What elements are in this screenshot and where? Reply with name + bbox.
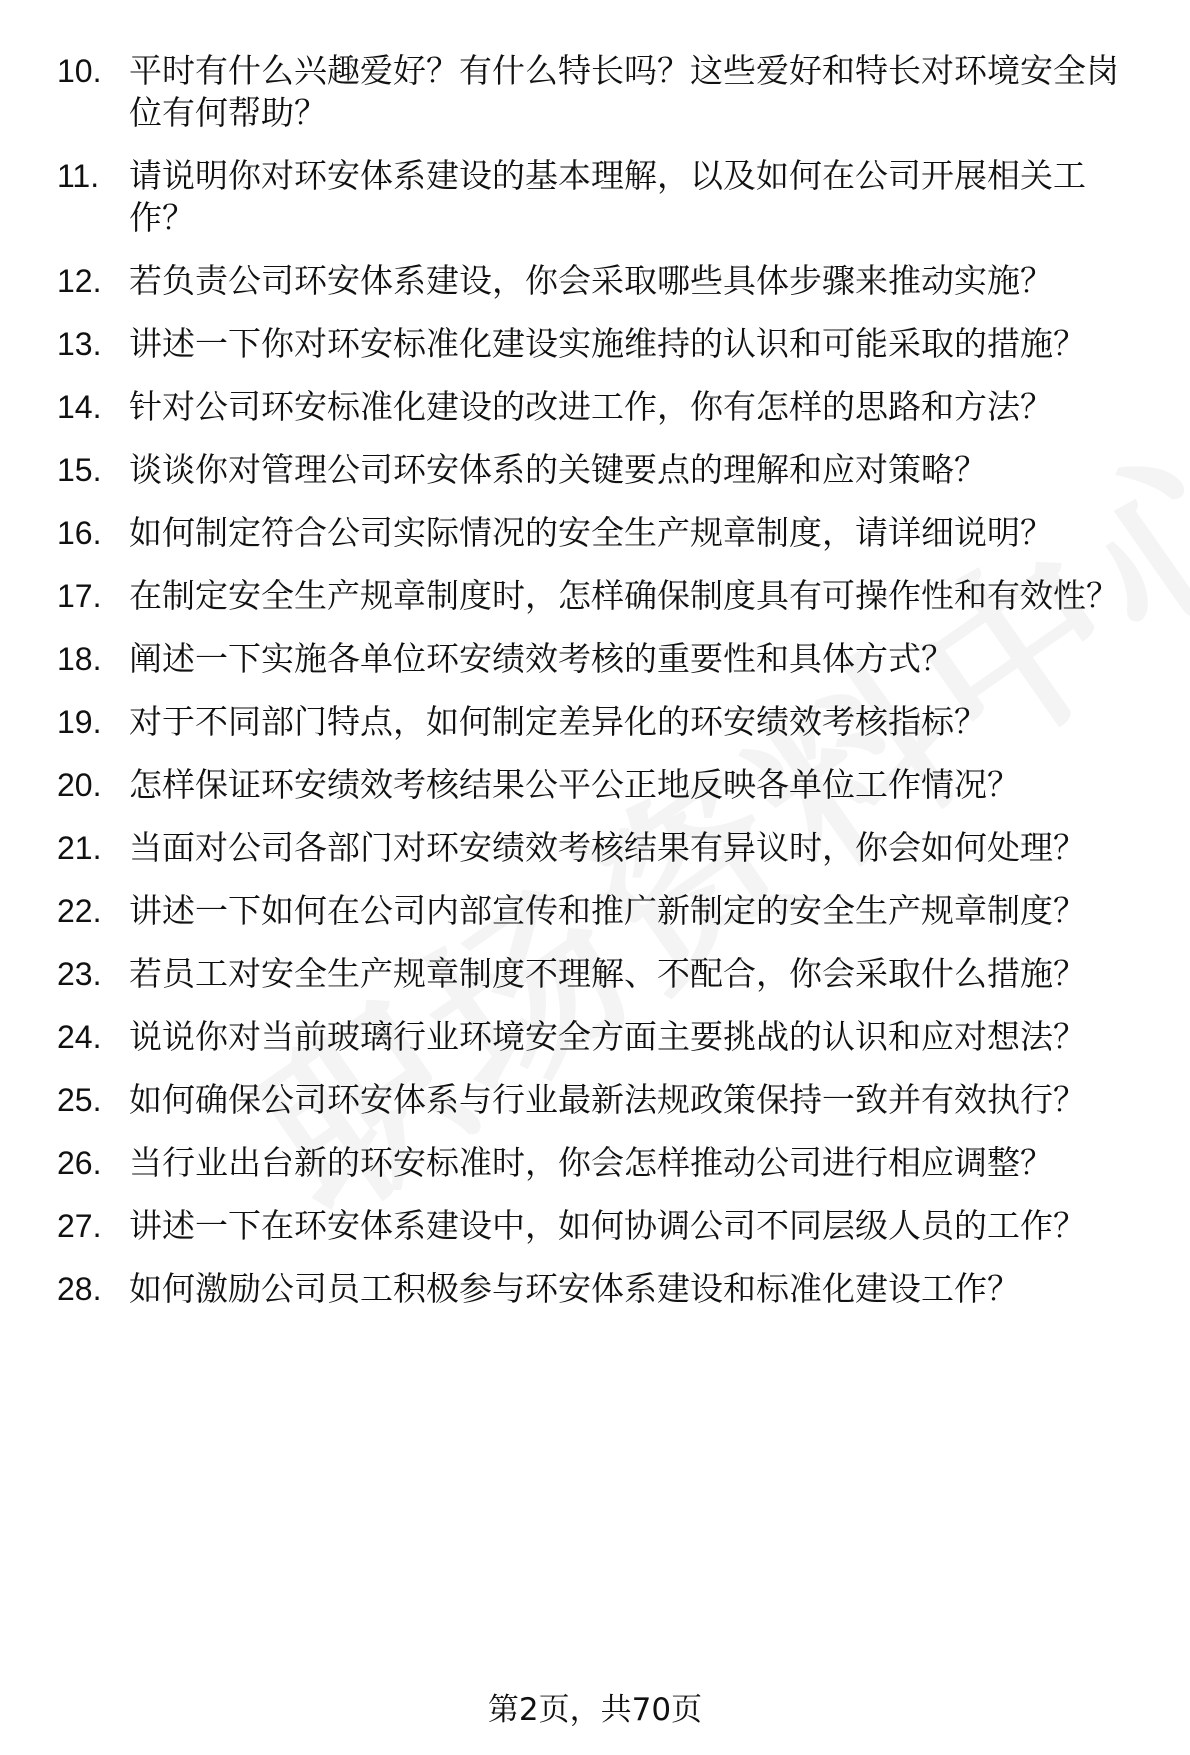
question-number: 17. [57,578,102,614]
question-item [0,323,1190,365]
question-number: 19. [57,704,102,740]
question-text: 若员工对安全生产规章制度不理解、不配合，你会采取什么措施？ [129,954,1086,993]
question-text: 说说你对当前玻璃行业环境安全方面主要挑战的认识和应对想法？ [129,1017,1086,1056]
question-number: 28. [57,1271,102,1307]
question-number: 22. [57,893,102,929]
question-item [0,1268,1190,1310]
question-number: 25. [57,1082,102,1118]
question-item [0,386,1190,428]
question-text: 针对公司环安标准化建设的改进工作，你有怎样的思路和方法？ [129,387,1053,426]
question-text: 如何激励公司员工积极参与环安体系建设和标准化建设工作？ [129,1269,1020,1308]
question-text: 平时有什么兴趣爱好？有什么特长吗？这些爱好和特长对环境安全岗位有何帮助？ [129,51,1119,132]
question-item [0,1205,1190,1247]
question-text: 谈谈你对管理公司环安体系的关键要点的理解和应对策略？ [129,450,987,489]
question-number: 23. [57,956,102,992]
question-item [0,1142,1190,1184]
question-number: 12. [57,263,102,299]
question-number: 10. [57,53,102,89]
question-number: 21. [57,830,102,866]
question-number: 27. [57,1208,102,1244]
question-number: 16. [57,515,102,551]
question-item [0,449,1190,491]
question-text: 怎样保证环安绩效考核结果公平公正地反映各单位工作情况？ [129,765,1020,804]
question-number: 11. [57,158,100,194]
question-item [0,260,1190,302]
question-number: 15. [57,452,102,488]
question-item [0,953,1190,995]
question-number: 26. [57,1145,102,1181]
question-item [0,512,1190,554]
question-item [0,638,1190,680]
question-number: 24. [57,1019,102,1055]
question-item [0,1016,1190,1058]
question-item [0,701,1190,743]
question-text: 讲述一下如何在公司内部宣传和推广新制定的安全生产规章制度？ [129,891,1086,930]
question-number: 14. [57,389,102,425]
page-footer [0,1690,1190,1730]
question-item [0,827,1190,869]
question-number: 18. [57,641,102,677]
question-item [0,575,1190,617]
question-text: 讲述一下在环安体系建设中，如何协调公司不同层级人员的工作？ [129,1206,1086,1245]
question-list [0,50,1190,1331]
question-text: 如何确保公司环安体系与行业最新法规政策保持一致并有效执行？ [129,1080,1086,1119]
question-text: 若负责公司环安体系建设，你会采取哪些具体步骤来推动实施？ [129,261,1053,300]
question-item [0,155,1190,239]
question-text: 阐述一下实施各单位环安绩效考核的重要性和具体方式？ [129,639,954,678]
question-item [0,890,1190,932]
question-number: 13. [57,326,102,362]
question-item [0,1079,1190,1121]
question-text: 请说明你对环安体系建设的基本理解，以及如何在公司开展相关工作？ [129,156,1086,237]
question-number: 20. [57,767,102,803]
question-item [0,764,1190,806]
question-item [0,50,1190,134]
question-text: 对于不同部门特点，如何制定差异化的环安绩效考核指标？ [129,702,987,741]
question-text: 当面对公司各部门对环安绩效考核结果有异议时，你会如何处理？ [129,828,1086,867]
question-text: 当行业出台新的环安标准时，你会怎样推动公司进行相应调整？ [129,1143,1053,1182]
question-text: 在制定安全生产规章制度时，怎样确保制度具有可操作性和有效性？ [129,576,1119,615]
page-number-label: 第2页，共70页 [487,1692,703,1728]
question-text: 如何制定符合公司实际情况的安全生产规章制度，请详细说明？ [129,513,1053,552]
question-text: 讲述一下你对环安标准化建设实施维持的认识和可能采取的措施？ [129,324,1086,363]
